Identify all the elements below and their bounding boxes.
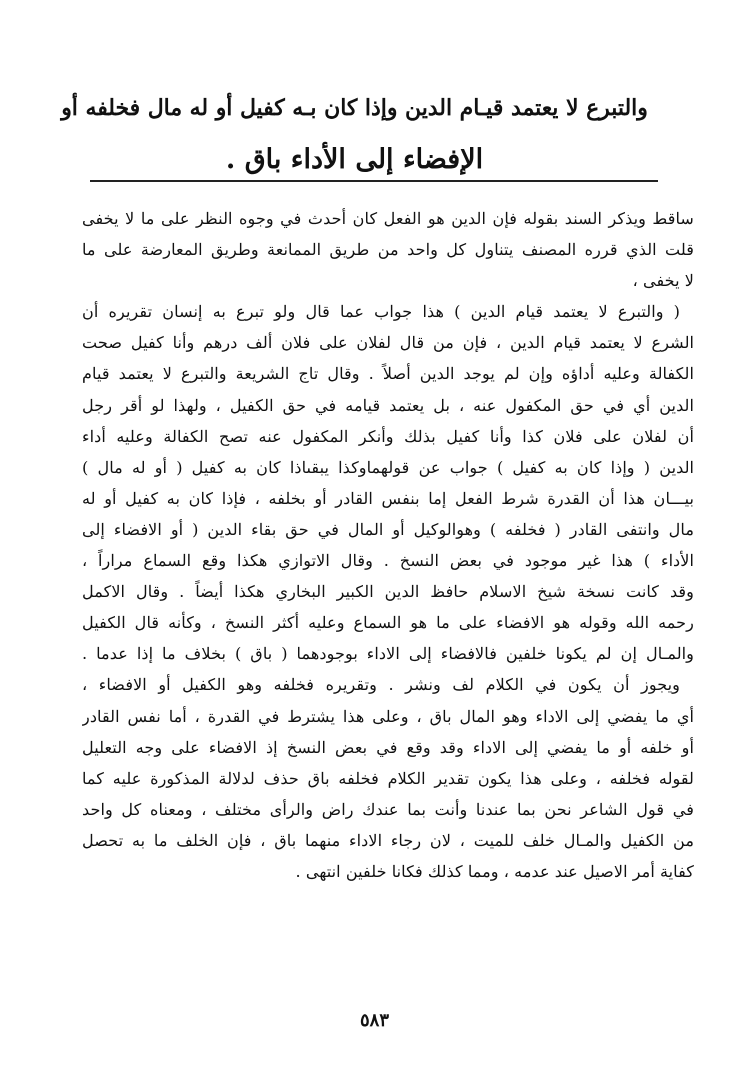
commentary-line: كفاية أمر الاصيل عند عدمه ، ومما كذلك فكانا خلفين انتهى . xyxy=(295,861,694,881)
commentary-line: ساقط ويذكر السند بقوله فإن الدين هو الفعل كان أحدث في وجوه النظر على ما لا يخفى xyxy=(82,209,694,228)
commentary-line: أو خلفه أو ما يفضي إلى الاداء وقد وقع في بعض النسخ إذ الافضاء على وجه التعليل xyxy=(82,737,694,757)
commentary-line: لا يخفى ، xyxy=(632,271,694,291)
commentary-line: بيـــان هذا أن القدرة شرط الفعل إما بنفس القادر أو بخلفه ، فإذا كان به كفيل أو له xyxy=(82,488,694,508)
commentary-line: ( والتبرع لا يعتمد قيام الدين ) هذا جواب عما قال ولو تبرع به إنسان تقريره أن xyxy=(82,302,680,322)
commentary-line: ويجوز أن يكون في الكلام لف ونشر . وتقريره فخلفه وهو الكفيل أو الافضاء ، xyxy=(82,675,680,695)
commentary-line: الكفالة وعليه أداؤه وإن لم يوجد الدين أصلاً . وقال تاج الشريعة والتبرع لا يعتمد قيام xyxy=(82,364,694,384)
commentary-block xyxy=(82,203,694,887)
main-text-block xyxy=(60,82,649,186)
commentary-line: لقوله فخلفه ، وعلى هذا يكون تقدير الكلام فخلفه باق حذف لدلالة المذكورة عليه كما xyxy=(82,768,694,788)
commentary-line: الدين ( وإذا كان به كفيل ) جواب عن قولهماوكذا يبقىاذا كان به كفيل ( أو له مال ) xyxy=(82,457,694,477)
main-text-line: والتبرع لا يعتمد قيـام الدين وإذا كان بـه كفيل أو له مال فخلفه أو xyxy=(61,95,648,121)
separator-rule xyxy=(90,180,658,182)
commentary-line: الدين أي في حق المكفول عنه ، بل يعتمد قيامه في حق الكفيل ، ولهذا لو أقر رجل xyxy=(82,395,694,415)
commentary-line: مال وانتفى القادر ( فخلفه ) وهوالوكيل أو المال في حق بقاء الدين ( أو الافضاء إلى xyxy=(82,519,694,539)
commentary-line: قلت الذي قرره المصنف يتناول كل واحد من طريق الممانعة وطريق المعارضة على ما xyxy=(82,240,694,260)
main-text-line: الإفضاء إلى الأداء باق . xyxy=(225,144,484,175)
page-number: ٥٨٣ xyxy=(359,1010,389,1031)
commentary-line: في قول الشاعر نحن بما عندنا وأنت بما عندك راض والرأى مختلف ، ومعناه كل واحد xyxy=(82,799,694,819)
commentary-line: رحمه الله وقوله هو الافضاء على ما هو السماع وعليه أكثر النسخ ، وكأنه قال الكفيل xyxy=(82,613,694,633)
commentary-line: الشرع لا يعتمد قيام الدين ، فإن من قال لفلان على فلان ألف درهم وأنا كفيل صحت xyxy=(82,333,694,353)
commentary-line: أي ما يفضي إلى الاداء وهو المال باق ، وعلى هذا يشترط في القدرة ، أما نفس القادر xyxy=(82,706,694,726)
commentary-line: أن لفلان على فلان كذا وأنا كفيل بذلك وأنكر المكفول عنه تصح الكفالة وعليه أداء xyxy=(82,426,694,446)
commentary-line: والمـال إن لم يكونا خلفين فالافضاء إلى الاداء بوجودهما ( باق ) بخلاف ما إذا عدما . xyxy=(82,644,694,664)
commentary-line: وقد كانت نسخة شيخ الاسلام حافظ الدين الكبير البخاري هكذا أيضاً . وقال الاكمل xyxy=(82,582,694,602)
commentary-line: من الكفيل والمـال خلف للميت ، لان رجاء الاداء منهما باق ، فإن الخلف ما به تحصل xyxy=(82,830,694,850)
commentary-line: الأداء ) هذا غير موجود في بعض النسخ . وقال الاتوازي هكذا وقع السماع مراراً ، xyxy=(82,551,694,571)
